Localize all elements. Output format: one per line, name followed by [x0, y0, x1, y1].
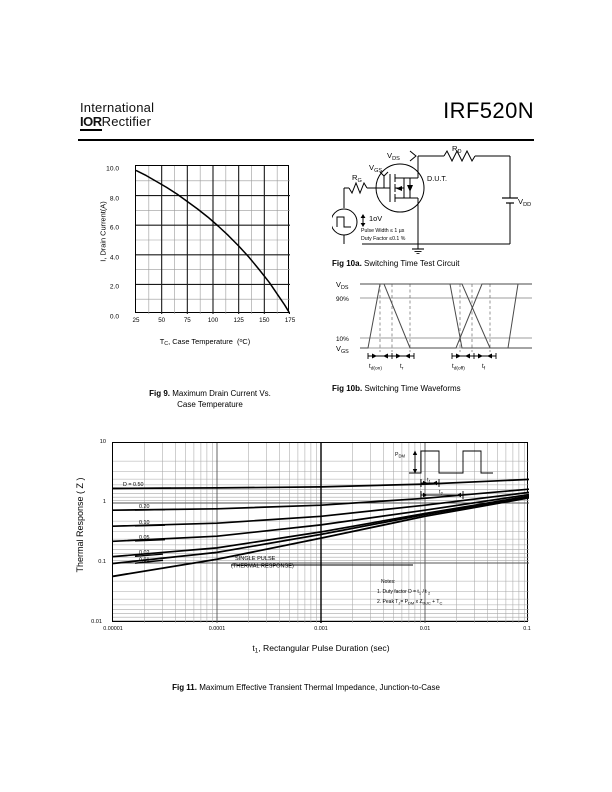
- fig11-xtick: 0.0001: [208, 626, 226, 632]
- fig11-notes-title: Notes:: [381, 579, 396, 585]
- fig10a-caption-label: Fig 10a.: [332, 259, 362, 268]
- fig11-x-axis-label: $t_1$, Rectangular Pulse Duration (sec): [252, 642, 390, 654]
- fig10b-90pct-label: 90%: [336, 296, 349, 303]
- fig11-curve-label-001: 0.01: [139, 557, 150, 564]
- fig10b-td-on-label: $t_{d(on)}$: [369, 363, 382, 372]
- figure-9-chart: [95, 160, 296, 347]
- fig9-ytick: 10.0: [106, 165, 119, 173]
- fig11-caption-label: Fig 11.: [172, 683, 197, 692]
- fig10b-caption-label: Fig 10b.: [332, 384, 363, 393]
- fig9-ytick: 8.0: [109, 195, 119, 203]
- fig11-curve-label-050: D = 0.50: [123, 482, 144, 488]
- fig9-xtick: 50: [158, 317, 166, 324]
- fig11-inset-t1-label: $t_1$: [427, 477, 431, 484]
- figure-10b-waveforms: [332, 278, 540, 374]
- fig10a-rg-label: $R_G$: [352, 173, 362, 184]
- fig9-xtick: 150: [259, 317, 270, 324]
- fig11-inset-t2-label: $t_2$: [439, 489, 443, 496]
- page-header: [78, 100, 534, 142]
- fig11-xtick: 0.01: [419, 626, 431, 632]
- logo-rectifier-word: Rectifier: [101, 114, 152, 129]
- fig11-single-pulse-line2: (THERMAL RESPONSE): [231, 563, 294, 570]
- fig9-ytick: 4.0: [109, 254, 119, 262]
- company-logo: [78, 100, 268, 134]
- fig9-x-axis-label: $T_C$, Case Temperature ($^o$C): [159, 336, 251, 347]
- fig9-ytick: 0.0: [109, 313, 119, 321]
- fig9-caption-label: Fig 9.: [149, 389, 170, 398]
- fig10a-rd-label: $R_D$: [452, 146, 462, 155]
- fig11-curve-label-010: 0.10: [139, 520, 150, 526]
- fig10b-caption-text: Switching Time Waveforms: [364, 384, 461, 393]
- fig10b-vds-label: $V_{DS}$: [336, 280, 349, 291]
- fig11-note-1: 1. Duty factor $D = t_1 / t$ $_2$: [377, 589, 431, 596]
- fig10b-svg: [332, 278, 540, 374]
- fig11-plot-area: [112, 442, 528, 622]
- page-title: IRF520N: [443, 98, 534, 123]
- fig11-xtick: 0.001: [314, 626, 328, 632]
- logo-line-rectifier: [80, 114, 151, 129]
- fig11-curve-label-005: 0.05: [139, 535, 150, 541]
- fig11-ytick: 10: [99, 439, 106, 445]
- fig10a-vdd-label: $V_{DD}$: [518, 197, 532, 208]
- fig11-single-pulse-line1: SINGLE PULSE: [235, 556, 276, 562]
- fig10a-note-duty-factor: Duty Factor ≤0.1 %: [361, 236, 406, 242]
- fig9-caption-text2: Case Temperature: [177, 400, 243, 409]
- fig11-caption-text: Maximum Effective Transient Thermal Impedance, Junction-to-Case: [199, 683, 440, 692]
- figure-11-caption: [0, 682, 612, 693]
- figure-10b-caption: [332, 383, 562, 394]
- fig10a-caption-text: Switching Time Test Circuit: [364, 259, 460, 268]
- fig9-xtick: 75: [183, 317, 191, 324]
- fig10a-dut-label: D.U.T.: [427, 174, 447, 183]
- fig9-ytick: 6.0: [109, 224, 119, 232]
- fig9-xtick: 25: [132, 317, 140, 324]
- fig9-xtick: 125: [233, 317, 244, 324]
- header-divider: [78, 139, 534, 141]
- fig9-caption-text: Maximum Drain Current Vs.: [172, 389, 271, 398]
- fig11-xtick: 0.00001: [103, 626, 123, 632]
- fig10b-tr-label: $t_r$: [400, 363, 404, 372]
- fig11-curve-label-002: 0.02: [139, 550, 150, 556]
- fig11-ytick: 0.01: [91, 619, 102, 625]
- logo-ior-mark: IOR: [80, 114, 102, 129]
- fig10a-vgs-label: $V_{GS}$: [369, 163, 383, 174]
- fig11-note-2: 2. Peak $T_J= P_{DM}$ x $Z_{thJC} + T_C$: [377, 599, 443, 606]
- fig9-xtick: 175: [284, 317, 296, 324]
- fig11-xtick: 0.1: [523, 626, 531, 632]
- fig11-svg: [113, 443, 529, 623]
- figure-10a-circuit: [332, 146, 540, 254]
- fig11-curve-label-020: 0.20: [139, 504, 150, 510]
- fig10b-tf-label: $t_f$: [482, 363, 486, 372]
- fig9-y-axis-label: I , Drain Current(A): [98, 201, 108, 262]
- fig10a-svg: [332, 146, 540, 254]
- fig9-ytick: 2.0: [109, 283, 119, 291]
- fig10b-10pct-label: 10%: [336, 336, 349, 343]
- figure-10a-caption: [332, 258, 562, 269]
- fig10a-source-amplitude: 1oV: [369, 214, 383, 223]
- fig9-plot-area: [135, 165, 289, 313]
- fig10a-vds-label: $V_{DS}$: [387, 151, 400, 162]
- fig9-svg: [136, 166, 290, 314]
- fig10b-vgs-label: $V_{GS}$: [336, 344, 349, 355]
- fig11-y-axis-label: Thermal Response ( Z ): [75, 477, 85, 573]
- fig11-inset-pdm-label: $P_{DM}$: [395, 452, 405, 459]
- fig11-ytick: 1: [102, 499, 106, 505]
- figure-9-caption: [100, 388, 320, 410]
- fig10b-td-off-label: $t_{d(off)}$: [452, 363, 465, 372]
- fig9-xtick: 100: [207, 317, 219, 324]
- fig10a-note-pulse-width: Pulse Width ≤ 1 µs: [361, 228, 405, 234]
- fig11-ytick: 0.1: [98, 559, 106, 565]
- logo-line-international: International: [80, 100, 155, 115]
- figure-11-chart: [75, 438, 532, 654]
